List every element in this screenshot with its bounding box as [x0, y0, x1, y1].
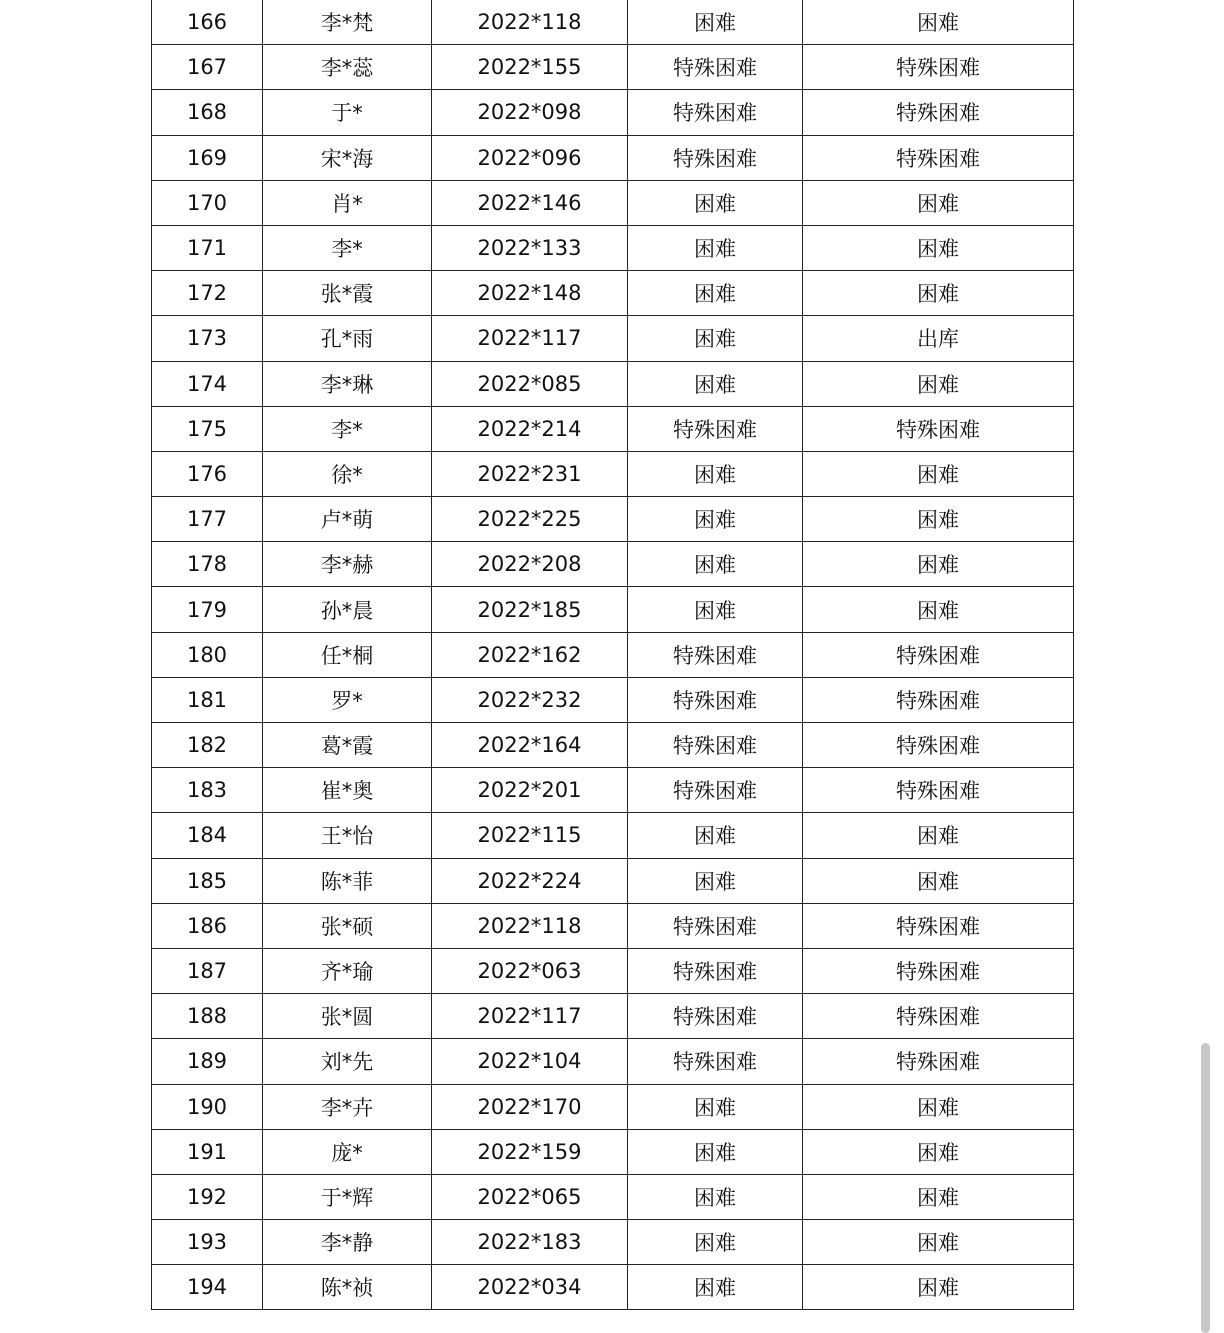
table-row [152, 406, 1074, 451]
id-cell: 2022*098 [432, 90, 628, 135]
row-number-cell: 167 [152, 45, 263, 90]
result-cell: 特殊困难 [803, 406, 1074, 451]
id-cell: 2022*185 [432, 587, 628, 632]
row-number-cell: 175 [152, 406, 263, 451]
row-number-cell: 166 [152, 0, 263, 45]
table-row [152, 542, 1074, 587]
name-cell: 刘*先 [263, 1039, 432, 1084]
table-row [152, 723, 1074, 768]
id-cell: 2022*118 [432, 0, 628, 45]
result-cell: 特殊困难 [803, 90, 1074, 135]
row-number-cell: 188 [152, 994, 263, 1039]
category-cell: 困难 [628, 1129, 803, 1174]
id-cell: 2022*231 [432, 451, 628, 496]
name-cell: 孔*雨 [263, 316, 432, 361]
result-cell: 出库 [803, 316, 1074, 361]
name-cell: 齐*瑜 [263, 948, 432, 993]
result-cell: 特殊困难 [803, 994, 1074, 1039]
id-cell: 2022*117 [432, 994, 628, 1039]
category-cell: 困难 [628, 858, 803, 903]
name-cell: 李*赫 [263, 542, 432, 587]
table-row [152, 677, 1074, 722]
result-cell: 困难 [803, 1220, 1074, 1265]
result-cell: 困难 [803, 225, 1074, 270]
category-cell: 特殊困难 [628, 768, 803, 813]
row-number-cell: 182 [152, 723, 263, 768]
table-row [152, 768, 1074, 813]
name-cell: 李* [263, 225, 432, 270]
id-cell: 2022*224 [432, 858, 628, 903]
name-cell: 崔*奥 [263, 768, 432, 813]
name-cell: 张*霞 [263, 271, 432, 316]
category-cell: 特殊困难 [628, 632, 803, 677]
table-row [152, 497, 1074, 542]
row-number-cell: 177 [152, 497, 263, 542]
id-cell: 2022*159 [432, 1129, 628, 1174]
name-cell: 于*辉 [263, 1174, 432, 1219]
name-cell: 李*卉 [263, 1084, 432, 1129]
row-number-cell: 180 [152, 632, 263, 677]
result-cell: 困难 [803, 1129, 1074, 1174]
table-row [152, 858, 1074, 903]
category-cell: 困难 [628, 180, 803, 225]
id-cell: 2022*117 [432, 316, 628, 361]
category-cell: 特殊困难 [628, 90, 803, 135]
table-row [152, 948, 1074, 993]
category-cell: 特殊困难 [628, 406, 803, 451]
id-cell: 2022*201 [432, 768, 628, 813]
name-cell: 陈*祯 [263, 1265, 432, 1310]
row-number-cell: 173 [152, 316, 263, 361]
name-cell: 卢*萌 [263, 497, 432, 542]
row-number-cell: 169 [152, 135, 263, 180]
id-cell: 2022*133 [432, 225, 628, 270]
category-cell: 困难 [628, 1084, 803, 1129]
name-cell: 王*怡 [263, 813, 432, 858]
id-cell: 2022*085 [432, 361, 628, 406]
result-cell: 困难 [803, 1084, 1074, 1129]
row-number-cell: 191 [152, 1129, 263, 1174]
category-cell: 困难 [628, 542, 803, 587]
table-row [152, 451, 1074, 496]
id-cell: 2022*063 [432, 948, 628, 993]
table-row [152, 813, 1074, 858]
name-cell: 李* [263, 406, 432, 451]
table-row [152, 316, 1074, 361]
table-row [152, 903, 1074, 948]
table-row [152, 587, 1074, 632]
row-number-cell: 194 [152, 1265, 263, 1310]
table-row [152, 632, 1074, 677]
id-cell: 2022*065 [432, 1174, 628, 1219]
id-cell: 2022*164 [432, 723, 628, 768]
category-cell: 困难 [628, 0, 803, 45]
id-cell: 2022*115 [432, 813, 628, 858]
result-cell: 困难 [803, 542, 1074, 587]
table-row [152, 225, 1074, 270]
row-number-cell: 193 [152, 1220, 263, 1265]
row-number-cell: 171 [152, 225, 263, 270]
result-cell: 困难 [803, 180, 1074, 225]
id-cell: 2022*155 [432, 45, 628, 90]
row-number-cell: 186 [152, 903, 263, 948]
table-row [152, 1265, 1074, 1310]
result-cell: 困难 [803, 361, 1074, 406]
row-number-cell: 187 [152, 948, 263, 993]
name-cell: 徐* [263, 451, 432, 496]
result-cell: 困难 [803, 1174, 1074, 1219]
category-cell: 特殊困难 [628, 948, 803, 993]
row-number-cell: 174 [152, 361, 263, 406]
name-cell: 肖* [263, 180, 432, 225]
table-body [152, 0, 1074, 1310]
vertical-scrollbar[interactable] [1201, 1043, 1210, 1333]
result-cell: 特殊困难 [803, 1039, 1074, 1084]
table-row [152, 361, 1074, 406]
category-cell: 困难 [628, 451, 803, 496]
table-row [152, 1039, 1074, 1084]
row-number-cell: 172 [152, 271, 263, 316]
table-row [152, 180, 1074, 225]
table-row [152, 1220, 1074, 1265]
table-row [152, 0, 1074, 45]
row-number-cell: 176 [152, 451, 263, 496]
name-cell: 李*蕊 [263, 45, 432, 90]
name-cell: 孙*晨 [263, 587, 432, 632]
id-cell: 2022*034 [432, 1265, 628, 1310]
category-cell: 困难 [628, 1265, 803, 1310]
row-number-cell: 190 [152, 1084, 263, 1129]
category-cell: 困难 [628, 271, 803, 316]
result-cell: 特殊困难 [803, 768, 1074, 813]
result-cell: 困难 [803, 271, 1074, 316]
table-row [152, 271, 1074, 316]
result-cell: 特殊困难 [803, 723, 1074, 768]
category-cell: 特殊困难 [628, 994, 803, 1039]
result-cell: 困难 [803, 587, 1074, 632]
category-cell: 特殊困难 [628, 135, 803, 180]
id-cell: 2022*225 [432, 497, 628, 542]
row-number-cell: 183 [152, 768, 263, 813]
category-cell: 困难 [628, 361, 803, 406]
category-cell: 困难 [628, 316, 803, 361]
category-cell: 特殊困难 [628, 45, 803, 90]
row-number-cell: 181 [152, 677, 263, 722]
category-cell: 特殊困难 [628, 903, 803, 948]
row-number-cell: 170 [152, 180, 263, 225]
table-row [152, 1129, 1074, 1174]
result-cell: 特殊困难 [803, 677, 1074, 722]
name-cell: 任*桐 [263, 632, 432, 677]
category-cell: 困难 [628, 225, 803, 270]
id-cell: 2022*146 [432, 180, 628, 225]
category-cell: 困难 [628, 813, 803, 858]
row-number-cell: 189 [152, 1039, 263, 1084]
result-cell: 特殊困难 [803, 135, 1074, 180]
result-cell: 困难 [803, 813, 1074, 858]
name-cell: 李*琳 [263, 361, 432, 406]
result-cell: 特殊困难 [803, 948, 1074, 993]
row-number-cell: 192 [152, 1174, 263, 1219]
id-cell: 2022*208 [432, 542, 628, 587]
result-cell: 特殊困难 [803, 903, 1074, 948]
id-cell: 2022*096 [432, 135, 628, 180]
table-row [152, 45, 1074, 90]
id-cell: 2022*148 [432, 271, 628, 316]
name-cell: 张*硕 [263, 903, 432, 948]
id-cell: 2022*214 [432, 406, 628, 451]
result-cell: 困难 [803, 451, 1074, 496]
result-cell: 特殊困难 [803, 45, 1074, 90]
name-cell: 李*静 [263, 1220, 432, 1265]
name-cell: 罗* [263, 677, 432, 722]
category-cell: 困难 [628, 1220, 803, 1265]
row-number-cell: 168 [152, 90, 263, 135]
table-row [152, 90, 1074, 135]
table-row [152, 994, 1074, 1039]
table-row [152, 1174, 1074, 1219]
category-cell: 困难 [628, 587, 803, 632]
table-row [152, 135, 1074, 180]
name-cell: 张*圆 [263, 994, 432, 1039]
row-number-cell: 179 [152, 587, 263, 632]
id-cell: 2022*104 [432, 1039, 628, 1084]
row-number-cell: 178 [152, 542, 263, 587]
category-cell: 困难 [628, 497, 803, 542]
id-cell: 2022*183 [432, 1220, 628, 1265]
id-cell: 2022*162 [432, 632, 628, 677]
result-cell: 困难 [803, 0, 1074, 45]
table-row [152, 1084, 1074, 1129]
name-cell: 葛*霞 [263, 723, 432, 768]
id-cell: 2022*118 [432, 903, 628, 948]
name-cell: 庞* [263, 1129, 432, 1174]
id-cell: 2022*170 [432, 1084, 628, 1129]
name-cell: 李*梵 [263, 0, 432, 45]
name-cell: 宋*海 [263, 135, 432, 180]
result-cell: 困难 [803, 1265, 1074, 1310]
category-cell: 困难 [628, 1174, 803, 1219]
category-cell: 特殊困难 [628, 1039, 803, 1084]
name-cell: 于* [263, 90, 432, 135]
result-cell: 困难 [803, 497, 1074, 542]
data-table [151, 0, 1074, 1310]
result-cell: 特殊困难 [803, 632, 1074, 677]
category-cell: 特殊困难 [628, 723, 803, 768]
result-cell: 困难 [803, 858, 1074, 903]
row-number-cell: 185 [152, 858, 263, 903]
category-cell: 特殊困难 [628, 677, 803, 722]
id-cell: 2022*232 [432, 677, 628, 722]
row-number-cell: 184 [152, 813, 263, 858]
name-cell: 陈*菲 [263, 858, 432, 903]
